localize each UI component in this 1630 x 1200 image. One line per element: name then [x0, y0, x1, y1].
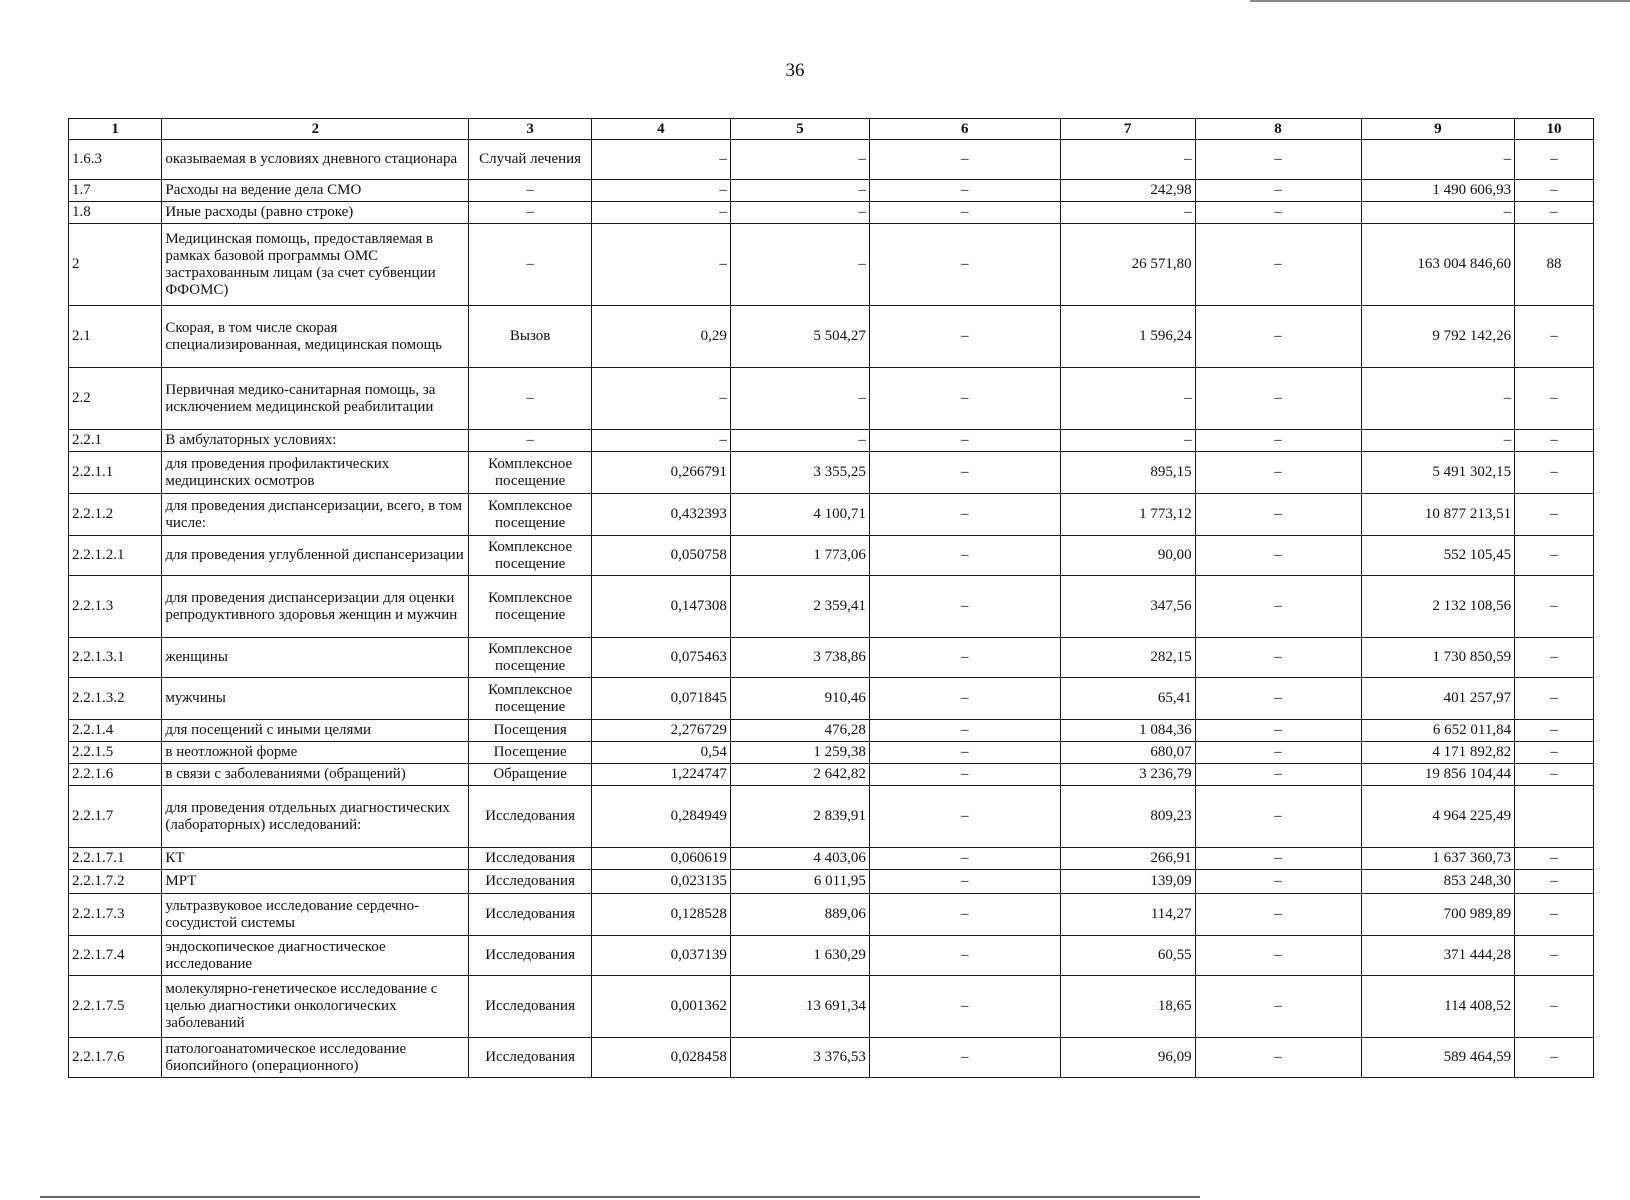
row-code: 2.2.1.3 — [69, 576, 162, 638]
row-code: 2.2.1.1 — [69, 452, 162, 494]
col7-value: 96,09 — [1060, 1038, 1195, 1078]
column-header: 10 — [1515, 119, 1594, 140]
row-description: для проведения диспансеризации для оценки репродуктивного здоровья женщин и мужчин — [162, 576, 469, 638]
table-row — [69, 140, 1594, 180]
col4-value: 0,147308 — [591, 576, 730, 638]
col6-value: – — [869, 202, 1060, 224]
col9-value: – — [1361, 368, 1515, 430]
table-row — [69, 1038, 1594, 1078]
column-header: 2 — [162, 119, 469, 140]
col4-value: 2,276729 — [591, 720, 730, 742]
bottom-edge-rule — [40, 1196, 1200, 1198]
col6-value: – — [869, 638, 1060, 678]
column-header: 5 — [730, 119, 869, 140]
col9-value: 589 464,59 — [1361, 1038, 1515, 1078]
col10-value: – — [1515, 452, 1594, 494]
col7-value: 90,00 — [1060, 536, 1195, 576]
col7-value: 18,65 — [1060, 976, 1195, 1038]
col4-value: 0,432393 — [591, 494, 730, 536]
row-code: 2.2.1.5 — [69, 742, 162, 764]
table-row — [69, 576, 1594, 638]
col10-value: – — [1515, 742, 1594, 764]
row-code: 2.2.1.3.1 — [69, 638, 162, 678]
row-description: патологоанатомическое исследование биопсийного (операционного) — [162, 1038, 469, 1078]
col4-value: – — [591, 368, 730, 430]
col6-value: – — [869, 536, 1060, 576]
row-description: эндоскопическое диагностическое исследование — [162, 936, 469, 976]
col4-value: 0,050758 — [591, 536, 730, 576]
row-description: Медицинская помощь, предоставляемая в рамках базовой программы ОМС застрахованным лицам (за счет субвенции ФФОМС) — [162, 224, 469, 306]
col6-value: – — [869, 678, 1060, 720]
col5-value: 1 259,38 — [730, 742, 869, 764]
col10-value — [1515, 786, 1594, 848]
col10-value: – — [1515, 180, 1594, 202]
row-code: 2.1 — [69, 306, 162, 368]
row-unit: Исследования — [469, 870, 591, 894]
col5-value: 889,06 — [730, 894, 869, 936]
col9-value: 1 637 360,73 — [1361, 848, 1515, 870]
col8-value: – — [1195, 764, 1361, 786]
row-description: КТ — [162, 848, 469, 870]
table-row — [69, 870, 1594, 894]
row-unit: Исследования — [469, 976, 591, 1038]
col9-value: 5 491 302,15 — [1361, 452, 1515, 494]
col9-value: 9 792 142,26 — [1361, 306, 1515, 368]
col4-value: 0,028458 — [591, 1038, 730, 1078]
col8-value: – — [1195, 494, 1361, 536]
col9-value: 552 105,45 — [1361, 536, 1515, 576]
row-unit: – — [469, 430, 591, 452]
col5-value: 5 504,27 — [730, 306, 869, 368]
col8-value: – — [1195, 202, 1361, 224]
col8-value: – — [1195, 848, 1361, 870]
col4-value: 0,023135 — [591, 870, 730, 894]
row-unit: – — [469, 224, 591, 306]
col9-value: 6 652 011,84 — [1361, 720, 1515, 742]
table-row — [69, 742, 1594, 764]
row-unit: Исследования — [469, 894, 591, 936]
col4-value: – — [591, 140, 730, 180]
col4-value: 0,001362 — [591, 976, 730, 1038]
row-code: 2.2.1.7.2 — [69, 870, 162, 894]
table-row — [69, 452, 1594, 494]
col7-value: 1 596,24 — [1060, 306, 1195, 368]
table-row — [69, 976, 1594, 1038]
col5-value: 2 839,91 — [730, 786, 869, 848]
row-unit: Комплексное посещение — [469, 576, 591, 638]
row-unit: Комплексное посещение — [469, 536, 591, 576]
col7-value: – — [1060, 430, 1195, 452]
col9-value: 1 490 606,93 — [1361, 180, 1515, 202]
col8-value: – — [1195, 576, 1361, 638]
row-code: 2.2.1.6 — [69, 764, 162, 786]
col5-value: 1 630,29 — [730, 936, 869, 976]
row-code: 2.2.1.7.6 — [69, 1038, 162, 1078]
col4-value: 0,284949 — [591, 786, 730, 848]
row-unit: Случай лечения — [469, 140, 591, 180]
col10-value: 88 — [1515, 224, 1594, 306]
col4-value: 0,060619 — [591, 848, 730, 870]
col9-value: 114 408,52 — [1361, 976, 1515, 1038]
col8-value: – — [1195, 742, 1361, 764]
row-code: 2.2 — [69, 368, 162, 430]
col6-value: – — [869, 306, 1060, 368]
row-code: 2.2.1.3.2 — [69, 678, 162, 720]
table-row — [69, 494, 1594, 536]
row-code: 2.2.1.7.5 — [69, 976, 162, 1038]
row-unit: Комплексное посещение — [469, 452, 591, 494]
col10-value: – — [1515, 936, 1594, 976]
col10-value: – — [1515, 638, 1594, 678]
col9-value: 401 257,97 — [1361, 678, 1515, 720]
col7-value: 1 773,12 — [1060, 494, 1195, 536]
row-description: мужчины — [162, 678, 469, 720]
col6-value: – — [869, 224, 1060, 306]
col8-value: – — [1195, 976, 1361, 1038]
row-unit: Обращение — [469, 764, 591, 786]
table-row — [69, 306, 1594, 368]
row-unit: Посещения — [469, 720, 591, 742]
row-unit: Комплексное посещение — [469, 678, 591, 720]
col8-value: – — [1195, 452, 1361, 494]
table-row — [69, 536, 1594, 576]
col4-value: – — [591, 202, 730, 224]
col6-value: – — [869, 848, 1060, 870]
col10-value: – — [1515, 870, 1594, 894]
row-unit: – — [469, 202, 591, 224]
col5-value: – — [730, 180, 869, 202]
col5-value: – — [730, 430, 869, 452]
row-code: 1.8 — [69, 202, 162, 224]
row-unit: – — [469, 180, 591, 202]
col5-value: 476,28 — [730, 720, 869, 742]
col7-value: 26 571,80 — [1060, 224, 1195, 306]
col6-value: – — [869, 936, 1060, 976]
col5-value: 3 376,53 — [730, 1038, 869, 1078]
col10-value: – — [1515, 894, 1594, 936]
col5-value: – — [730, 202, 869, 224]
col5-value: 910,46 — [730, 678, 869, 720]
table-row — [69, 368, 1594, 430]
table-row — [69, 430, 1594, 452]
row-code: 2.2.1.7.3 — [69, 894, 162, 936]
table-row — [69, 848, 1594, 870]
table-row — [69, 936, 1594, 976]
column-header: 4 — [591, 119, 730, 140]
row-code: 2.2.1 — [69, 430, 162, 452]
col5-value: 6 011,95 — [730, 870, 869, 894]
col10-value: – — [1515, 720, 1594, 742]
table-row — [69, 786, 1594, 848]
row-description: для посещений с иными целями — [162, 720, 469, 742]
col8-value: – — [1195, 786, 1361, 848]
row-description: Скорая, в том числе скорая специализированная, медицинская помощь — [162, 306, 469, 368]
table-row — [69, 202, 1594, 224]
col5-value: – — [730, 224, 869, 306]
col6-value: – — [869, 494, 1060, 536]
row-description: оказываемая в условиях дневного стационара — [162, 140, 469, 180]
table-row — [69, 180, 1594, 202]
col7-value: – — [1060, 202, 1195, 224]
col8-value: – — [1195, 430, 1361, 452]
row-unit: Вызов — [469, 306, 591, 368]
col6-value: – — [869, 894, 1060, 936]
col5-value: 2 359,41 — [730, 576, 869, 638]
row-description: для проведения отдельных диагностических (лабораторных) исследований: — [162, 786, 469, 848]
col4-value: 0,266791 — [591, 452, 730, 494]
table-row — [69, 720, 1594, 742]
row-code: 2 — [69, 224, 162, 306]
top-edge-rule — [1250, 0, 1630, 2]
col4-value: 0,071845 — [591, 678, 730, 720]
col5-value: – — [730, 368, 869, 430]
table-row — [69, 764, 1594, 786]
row-unit: Комплексное посещение — [469, 494, 591, 536]
col5-value: 13 691,34 — [730, 976, 869, 1038]
row-code: 2.2.1.2.1 — [69, 536, 162, 576]
col10-value: – — [1515, 576, 1594, 638]
col5-value: 4 100,71 — [730, 494, 869, 536]
table-row — [69, 894, 1594, 936]
col7-value: 114,27 — [1060, 894, 1195, 936]
col7-value: 65,41 — [1060, 678, 1195, 720]
column-header: 8 — [1195, 119, 1361, 140]
col6-value: – — [869, 720, 1060, 742]
col8-value: – — [1195, 368, 1361, 430]
col7-value: 680,07 — [1060, 742, 1195, 764]
row-description: для проведения углубленной диспансеризации — [162, 536, 469, 576]
col6-value: – — [869, 976, 1060, 1038]
col8-value: – — [1195, 638, 1361, 678]
col10-value: – — [1515, 678, 1594, 720]
row-description: Первичная медико-санитарная помощь, за исключением медицинской реабилитации — [162, 368, 469, 430]
row-code: 2.2.1.7 — [69, 786, 162, 848]
row-unit: – — [469, 368, 591, 430]
column-header: 6 — [869, 119, 1060, 140]
col8-value: – — [1195, 894, 1361, 936]
col10-value: – — [1515, 140, 1594, 180]
col4-value: 1,224747 — [591, 764, 730, 786]
row-unit: Исследования — [469, 786, 591, 848]
col7-value: – — [1060, 368, 1195, 430]
col8-value: – — [1195, 678, 1361, 720]
col6-value: – — [869, 764, 1060, 786]
col10-value: – — [1515, 202, 1594, 224]
col10-value: – — [1515, 976, 1594, 1038]
col7-value: 282,15 — [1060, 638, 1195, 678]
col6-value: – — [869, 742, 1060, 764]
col10-value: – — [1515, 1038, 1594, 1078]
data-table — [68, 118, 1594, 1078]
col7-value: 1 084,36 — [1060, 720, 1195, 742]
col7-value: 3 236,79 — [1060, 764, 1195, 786]
col8-value: – — [1195, 140, 1361, 180]
row-description: Расходы на ведение дела СМО — [162, 180, 469, 202]
row-code: 1.7 — [69, 180, 162, 202]
col5-value: 3 355,25 — [730, 452, 869, 494]
col10-value: – — [1515, 430, 1594, 452]
row-description: Иные расходы (равно строке) — [162, 202, 469, 224]
col7-value: 266,91 — [1060, 848, 1195, 870]
col5-value: 2 642,82 — [730, 764, 869, 786]
col7-value: 809,23 — [1060, 786, 1195, 848]
row-unit: Комплексное посещение — [469, 638, 591, 678]
col6-value: – — [869, 452, 1060, 494]
col8-value: – — [1195, 180, 1361, 202]
col5-value: 3 738,86 — [730, 638, 869, 678]
col9-value: – — [1361, 202, 1515, 224]
col9-value: 163 004 846,60 — [1361, 224, 1515, 306]
col10-value: – — [1515, 494, 1594, 536]
col4-value: – — [591, 180, 730, 202]
col7-value: 895,15 — [1060, 452, 1195, 494]
col9-value: 4 964 225,49 — [1361, 786, 1515, 848]
col5-value: 1 773,06 — [730, 536, 869, 576]
col9-value: – — [1361, 140, 1515, 180]
col5-value: 4 403,06 — [730, 848, 869, 870]
row-code: 2.2.1.4 — [69, 720, 162, 742]
col7-value: 347,56 — [1060, 576, 1195, 638]
col9-value: 19 856 104,44 — [1361, 764, 1515, 786]
column-header: 3 — [469, 119, 591, 140]
col8-value: – — [1195, 870, 1361, 894]
col6-value: – — [869, 430, 1060, 452]
col8-value: – — [1195, 306, 1361, 368]
column-header: 7 — [1060, 119, 1195, 140]
row-description: в неотложной форме — [162, 742, 469, 764]
col7-value: 242,98 — [1060, 180, 1195, 202]
row-description: для проведения профилактических медицинских осмотров — [162, 452, 469, 494]
column-header: 1 — [69, 119, 162, 140]
col6-value: – — [869, 1038, 1060, 1078]
col6-value: – — [869, 870, 1060, 894]
row-unit: Посещение — [469, 742, 591, 764]
col6-value: – — [869, 180, 1060, 202]
row-description: для проведения диспансеризации, всего, в том числе: — [162, 494, 469, 536]
col9-value: 4 171 892,82 — [1361, 742, 1515, 764]
col8-value: – — [1195, 1038, 1361, 1078]
col9-value: 853 248,30 — [1361, 870, 1515, 894]
col4-value: 0,29 — [591, 306, 730, 368]
col4-value: 0,128528 — [591, 894, 730, 936]
col4-value: – — [591, 430, 730, 452]
col6-value: – — [869, 140, 1060, 180]
row-unit: Исследования — [469, 1038, 591, 1078]
row-description: В амбулаторных условиях: — [162, 430, 469, 452]
column-header: 9 — [1361, 119, 1515, 140]
col8-value: – — [1195, 720, 1361, 742]
col10-value: – — [1515, 764, 1594, 786]
col10-value: – — [1515, 306, 1594, 368]
col10-value: – — [1515, 848, 1594, 870]
row-description: ультразвуковое исследование сердечно-сосудистой системы — [162, 894, 469, 936]
col4-value: 0,037139 — [591, 936, 730, 976]
col9-value: 2 132 108,56 — [1361, 576, 1515, 638]
col7-value: 60,55 — [1060, 936, 1195, 976]
header-row — [69, 119, 1594, 140]
col6-value: – — [869, 786, 1060, 848]
row-description: в связи с заболеваниями (обращений) — [162, 764, 469, 786]
col9-value: 700 989,89 — [1361, 894, 1515, 936]
table-row — [69, 638, 1594, 678]
col6-value: – — [869, 368, 1060, 430]
col5-value: – — [730, 140, 869, 180]
row-unit: Исследования — [469, 936, 591, 976]
row-description: МРТ — [162, 870, 469, 894]
row-unit: Исследования — [469, 848, 591, 870]
col8-value: – — [1195, 936, 1361, 976]
table-row — [69, 224, 1594, 306]
col6-value: – — [869, 576, 1060, 638]
col10-value: – — [1515, 368, 1594, 430]
col9-value: 10 877 213,51 — [1361, 494, 1515, 536]
row-code: 1.6.3 — [69, 140, 162, 180]
page-number: 36 — [785, 60, 805, 81]
col8-value: – — [1195, 536, 1361, 576]
table-row — [69, 678, 1594, 720]
row-code: 2.2.1.7.4 — [69, 936, 162, 976]
col9-value: 1 730 850,59 — [1361, 638, 1515, 678]
row-description: женщины — [162, 638, 469, 678]
col4-value: 0,54 — [591, 742, 730, 764]
row-code: 2.2.1.2 — [69, 494, 162, 536]
col4-value: – — [591, 224, 730, 306]
col9-value: – — [1361, 430, 1515, 452]
col10-value: – — [1515, 536, 1594, 576]
row-description: молекулярно-генетическое исследование с целью диагностики онкологических заболеваний — [162, 976, 469, 1038]
col8-value: – — [1195, 224, 1361, 306]
col9-value: 371 444,28 — [1361, 936, 1515, 976]
row-code: 2.2.1.7.1 — [69, 848, 162, 870]
col7-value: – — [1060, 140, 1195, 180]
col4-value: 0,075463 — [591, 638, 730, 678]
col7-value: 139,09 — [1060, 870, 1195, 894]
